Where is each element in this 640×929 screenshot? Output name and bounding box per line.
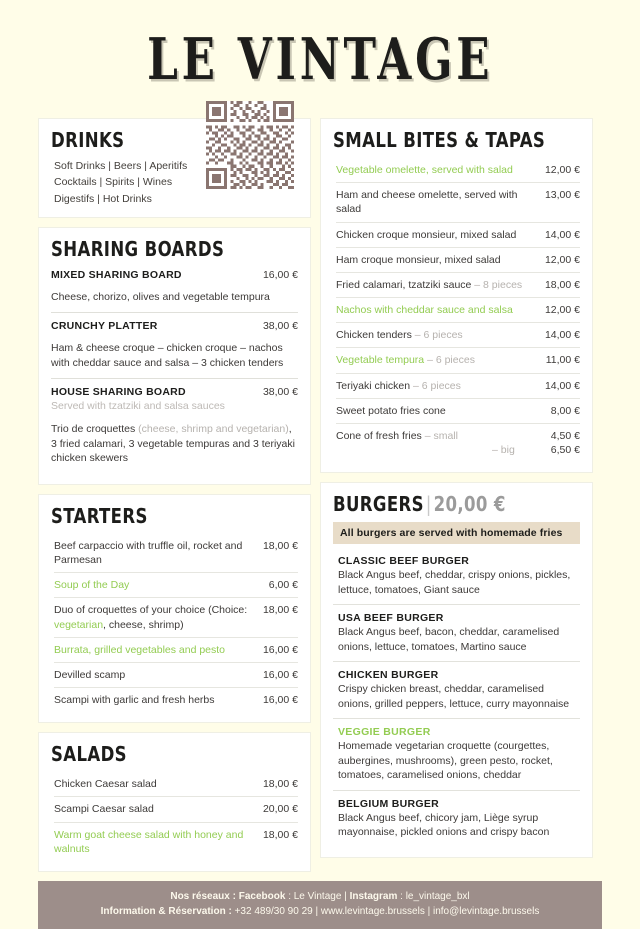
menu-item-name: Ham and cheese omelette, served with salad	[336, 189, 518, 216]
menu-item-row[interactable]	[336, 373, 580, 398]
right-column	[320, 118, 593, 858]
panel-starters	[38, 494, 311, 723]
footer-instagram-value: : le_vintage_bxl	[400, 890, 470, 902]
sharing-board-title: HOUSE SHARING BOARD	[51, 386, 186, 399]
menu-item-price: 12,00 €	[544, 304, 580, 317]
footer-social-label: Nos réseaux :	[170, 890, 236, 902]
burgers-list	[333, 548, 580, 846]
fries-price-big: 6,50 €	[550, 444, 580, 457]
footer-contact-label: Information & Réservation :	[100, 906, 232, 918]
sharing-board-head	[51, 386, 298, 398]
sharing-board-item[interactable]	[51, 312, 298, 378]
menu-item-price: 14,00 €	[544, 379, 580, 392]
small-bites-list	[333, 158, 580, 462]
footer-line-contact	[44, 904, 596, 920]
burger-description: Black Angus beef, bacon, cheddar, caramelised onions, lettuce, tomatoes, Martino sauce	[338, 626, 560, 653]
salads-list	[51, 772, 298, 861]
burger-description: Black Angus beef, cheddar, crispy onions, pickles, lettuce, tomatoes, Giant sauce	[338, 569, 571, 596]
burger-name: BELGIUM BURGER	[338, 797, 440, 810]
sharing-board-title: CRUNCHY PLATTER	[51, 320, 158, 333]
burger-item[interactable]	[333, 661, 580, 718]
fries-line-small	[336, 429, 543, 443]
menu-item-row[interactable]	[336, 182, 580, 221]
drinks-heading: DRINKS	[51, 128, 125, 152]
menu-item-row[interactable]	[336, 158, 580, 182]
menu-item-row[interactable]	[54, 796, 298, 821]
menu-item-price: 8,00 €	[550, 404, 580, 417]
menu-item-name: Nachos with cheddar sauce and salsa	[336, 304, 513, 317]
footer-website[interactable]: www.levintage.brussels	[320, 906, 425, 918]
menu-item-name	[54, 603, 255, 631]
burgers-banner: All burgers are served with homemade fries	[333, 522, 580, 544]
footer	[38, 881, 602, 929]
fries-price-small: 4,50 €	[550, 429, 580, 442]
menu-item-name: Soup of the Day	[54, 579, 130, 592]
menu-item-name	[336, 278, 537, 292]
menu-item-name-part: Teriyaki chicken	[336, 379, 414, 392]
burger-name: CLASSIC BEEF BURGER	[338, 555, 470, 568]
menu-item-price: 11,00 €	[545, 354, 580, 367]
burger-description: Homemade vegetarian croquette (courgettes, aubergines, mushrooms), green pesto, rocket, tomatoes, caramelised onions, cheddar	[338, 740, 553, 782]
burger-item[interactable]	[333, 790, 580, 847]
menu-item-portion: – 6 pieces	[413, 379, 461, 392]
menu-item-row[interactable]	[54, 662, 298, 687]
description-part: Trio de croquettes	[51, 423, 139, 436]
sharing-board-price: 16,00 €	[262, 268, 298, 281]
footer-facebook-label[interactable]: Facebook	[238, 890, 286, 902]
salads-heading: SALADS	[51, 742, 127, 767]
menu-item-row[interactable]	[336, 322, 580, 347]
menu-item-price: 16,00 €	[262, 668, 298, 681]
sharing-board-description: Ham & cheese croque – chicken croque – nachos with cheddar sauce and salsa – 3 chicken tenders	[51, 342, 284, 369]
burgers-heading-separator: |	[425, 492, 432, 517]
drinks-categories	[51, 158, 187, 207]
menu-item-row[interactable]	[54, 772, 298, 796]
menu-columns	[38, 118, 602, 872]
menu-item-name-part: Fried calamari, tzatziki sauce	[336, 278, 475, 291]
menu-item-row[interactable]	[336, 222, 580, 247]
burger-name: CHICKEN BURGER	[338, 669, 439, 682]
panel-drinks	[38, 118, 311, 218]
sharing-board-subtitle: Served with tzatziki and salsa sauces	[51, 400, 225, 413]
panel-burgers	[320, 482, 593, 857]
menu-item-price: 16,00 €	[262, 643, 298, 656]
panel-salads	[38, 732, 311, 872]
menu-item-portion: – 6 pieces	[424, 354, 475, 367]
footer-line-social	[44, 889, 596, 905]
sharing-board-price: 38,00 €	[262, 386, 298, 399]
menu-item-price: 18,00 €	[262, 828, 298, 841]
small-bites-heading: SMALL BITES & TAPAS	[333, 128, 546, 152]
drinks-line-2: Cocktails | Spirits | Wines	[54, 176, 173, 189]
menu-item-price: 12,00 €	[544, 164, 580, 176]
sharing-board-title: MIXED SHARING BOARD	[51, 268, 182, 281]
menu-item-name: Burrata, grilled vegetables and pesto	[54, 643, 226, 656]
menu-item-row[interactable]	[54, 572, 298, 597]
menu-item-name: Devilled scamp	[54, 668, 126, 681]
menu-item-name: Scampi Caesar salad	[54, 803, 154, 816]
burgers-heading-label: BURGERS	[333, 492, 424, 517]
menu-item-name-vegetarian: Vegetable tempura	[336, 354, 425, 367]
panel-sharing-boards	[38, 227, 311, 485]
starters-heading: STARTERS	[51, 503, 148, 528]
menu-item-row[interactable]	[336, 247, 580, 272]
menu-item-name-vegetarian: vegetarian	[54, 618, 104, 631]
menu-item-name-part: Duo of croquettes of your choice (Choice:	[54, 604, 248, 617]
menu-item-name: Ham croque monsieur, mixed salad	[336, 253, 501, 266]
sharing-board-price: 38,00 €	[262, 320, 298, 333]
menu-item-price: 18,00 €	[544, 278, 580, 291]
menu-item-portion: – 6 pieces	[414, 329, 463, 342]
title-area	[38, 0, 602, 118]
burgers-heading	[333, 494, 560, 515]
menu-item-name	[336, 429, 543, 457]
description-muted-part: (cheese, shrimp and vegetarian)	[138, 423, 289, 436]
menu-item-price: 6,00 €	[268, 579, 298, 592]
footer-email[interactable]: info@levintage.brussels	[433, 906, 540, 918]
sharing-board-description	[51, 422, 298, 465]
sharing-board-head	[51, 320, 298, 332]
burger-description: Crispy chicken breast, cheddar, caramelised onions, grilled peppers, lettuce, curry mayonnaise	[338, 683, 570, 710]
burger-item[interactable]	[333, 548, 580, 604]
menu-item-price: 20,00 €	[262, 803, 298, 816]
starters-list	[51, 534, 298, 712]
menu-item-name: Chicken croque monsieur, mixed salad	[336, 228, 517, 241]
footer-separator-1: |	[344, 890, 347, 902]
menu-item-price: 18,00 €	[262, 539, 298, 552]
restaurant-title: LE VINTAGE	[146, 25, 494, 93]
footer-separator-3: |	[427, 906, 431, 918]
menu-item-row[interactable]	[336, 398, 580, 423]
menu-item-price: 14,00 €	[544, 329, 580, 342]
fries-prices	[551, 429, 580, 457]
sharing-board-item[interactable]	[51, 378, 298, 474]
menu-item-name: Warm goat cheese salad with honey and walnuts	[54, 828, 244, 855]
sharing-board-head	[51, 269, 298, 281]
menu-item-name-part: , cheese, shrimp)	[103, 618, 184, 631]
menu-item-name: Beef carpaccio with truffle oil, rocket and Parmesan	[54, 539, 243, 567]
qr-code-icon[interactable]	[206, 101, 294, 189]
footer-instagram-label[interactable]: Instagram	[349, 890, 398, 902]
menu-item-row[interactable]	[336, 272, 580, 297]
menu-item-name	[336, 353, 538, 367]
drinks-line-3: Digestifs | Hot Drinks	[54, 192, 152, 205]
panel-small-bites	[320, 118, 593, 473]
menu-item-row[interactable]	[54, 534, 298, 572]
burgers-heading-price: 20,00 €	[433, 492, 506, 517]
sharing-boards-list	[51, 267, 298, 474]
burger-name: VEGGIE BURGER	[338, 726, 431, 739]
sharing-board-description: Cheese, chorizo, olives and vegetable tempura	[51, 290, 270, 303]
sharing-boards-heading: SHARING BOARDS	[51, 236, 225, 261]
menu-item-price: 14,00 €	[544, 228, 580, 241]
burger-name: USA BEEF BURGER	[338, 612, 444, 625]
description-part: , 3 fried calamari, 3 vegetable tempuras and 3 teriyaki chicken skewers	[51, 423, 295, 465]
footer-phone[interactable]: +32 489/30 90 29	[234, 906, 313, 918]
burger-item[interactable]	[333, 718, 580, 789]
footer-facebook-value: : Le Vintage	[288, 890, 342, 902]
menu-item-name-part: Chicken tenders	[336, 329, 415, 342]
menu-item-price: 12,00 €	[544, 253, 580, 266]
menu-item-row[interactable]	[54, 597, 298, 636]
menu-item-price: 13,00 €	[544, 189, 580, 202]
menu-item-row[interactable]	[336, 347, 580, 372]
footer-separator-2: |	[315, 906, 319, 918]
drinks-line-1: Soft Drinks | Beers | Aperitifs	[54, 160, 188, 172]
menu-item-price: 16,00 €	[262, 694, 298, 707]
menu-item-row[interactable]	[54, 822, 298, 861]
menu-item-name: Vegetable omelette, served with salad	[336, 164, 513, 176]
menu-item-name	[336, 379, 537, 393]
fries-name: Cone of fresh fries	[336, 429, 425, 442]
menu-item-row-fries[interactable]	[336, 423, 580, 462]
left-column	[38, 118, 311, 872]
menu-item-row[interactable]	[54, 687, 298, 712]
burger-item[interactable]	[333, 604, 580, 661]
menu-item-name: Scampi with garlic and fresh herbs	[54, 694, 215, 707]
sharing-board-item[interactable]	[51, 267, 298, 312]
menu-item-row[interactable]	[336, 297, 580, 322]
menu-item-name	[336, 328, 537, 342]
menu-item-row[interactable]	[54, 637, 298, 662]
burger-description: Black Angus beef, chicory jam, Liège syrup mayonnaise, pickled onions and crispy bacon	[338, 811, 550, 839]
menu-item-price: 18,00 €	[262, 604, 298, 617]
menu-item-portion: – 8 pieces	[474, 278, 523, 291]
menu-item-price: 18,00 €	[262, 778, 298, 791]
menu-item-name: Chicken Caesar salad	[54, 778, 157, 791]
fries-size-small: – small	[424, 429, 458, 442]
menu-item-name: Sweet potato fries cone	[336, 404, 446, 417]
fries-size-big: – big	[492, 444, 515, 457]
